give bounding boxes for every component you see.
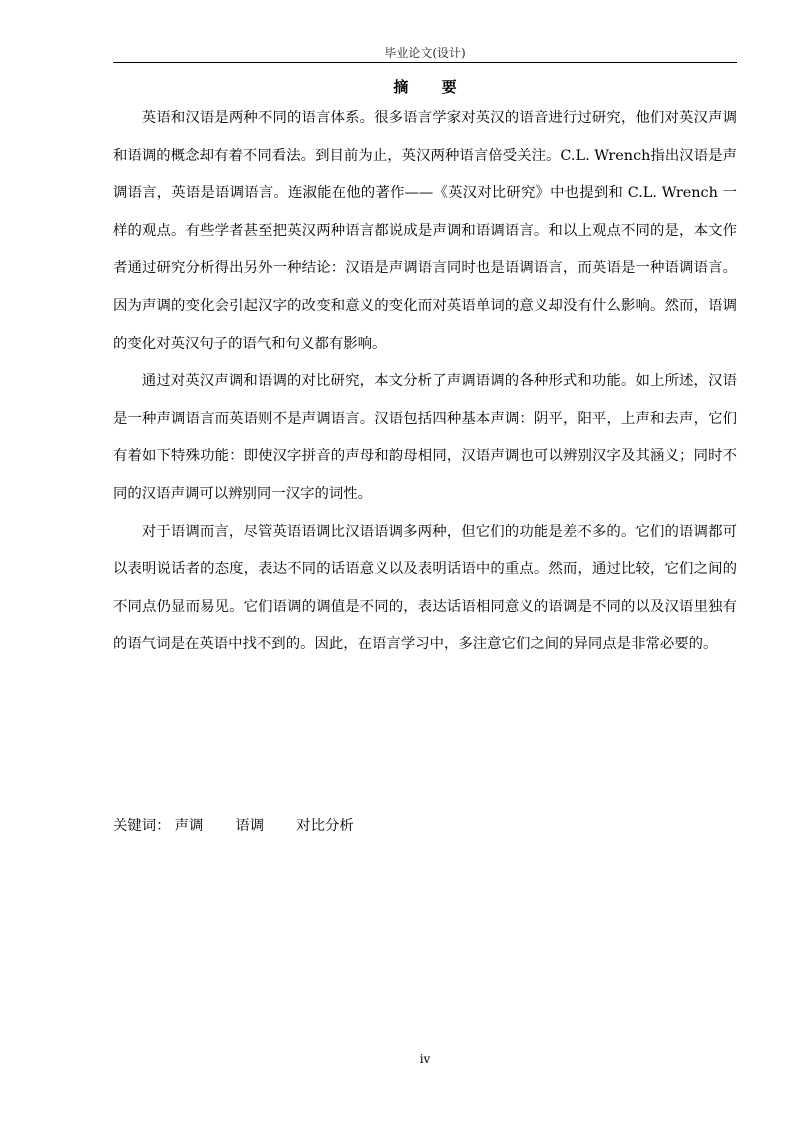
keyword-item: 声调 [174,818,204,834]
abstract-body [113,100,737,664]
keyword-item: 对比分析 [296,818,354,834]
abstract-paragraph-1: 英语和汉语是两种不同的语言体系。很多语言学家对英汉的语音进行过研究，他们对英汉声调和语调的概念却有着不同看法。到目前为止，英汉两种语言倍受关注。C.L. Wrench指出汉语是声调语言，英语是语调语言。连淑能在他的著作——《英汉对比研究》中也提到和 C.L. Wrench 一样的观点。有些学者甚至把英汉两种语言都说成是声调和语调语言。和以上观点不同的是，本文作者通过研究分析得出另外一种结论：汉语是声调语言同时也是语调语言，而英语是一种语调语言。因为声调的变化会引起汉字的改变和意义的变化而对英语单词的意义却没有什么影响。然而，语调的变化对英汉句子的语气和句义都有影响。 [113,110,737,352]
abstract-paragraph-2: 通过对英汉声调和语调的对比研究，本文分析了声调语调的各种形式和功能。如上所述，汉语是一种声调语言而英语则不是声调语言。汉语包括四种基本声调：阴平，阳平，上声和去声，它们有着如下特殊功能：即使汉字拼音的声母和韵母相同，汉语声调也可以辨别汉字及其涵义；同时不同的汉语声调可以辨别同一汉字的词性。 [113,373,737,502]
keyword-item: 语调 [235,818,265,834]
header-rule [113,62,737,63]
abstract-title: 摘 要 [393,78,471,96]
running-header: 毕业论文(设计) [384,46,466,60]
page-number: iv [419,1052,431,1066]
abstract-paragraph-3: 对于语调而言，尽管英语语调比汉语语调多两种，但它们的功能是差不多的。它们的语调都可以表明说话者的态度，表达不同的话语意义以及表明话语中的重点。然而，通过比较，它们之间的不同点仍显而易见。它们语调的调值是不同的，表达话语相同意义的语调是不同的以及汉语里独有的语气词是在英语中找不到的。因此，在语言学习中，多注意它们之间的异同点是非常必要的。 [113,523,737,653]
keywords-line [113,814,737,835]
keywords-label: 关键词： [113,818,171,834]
